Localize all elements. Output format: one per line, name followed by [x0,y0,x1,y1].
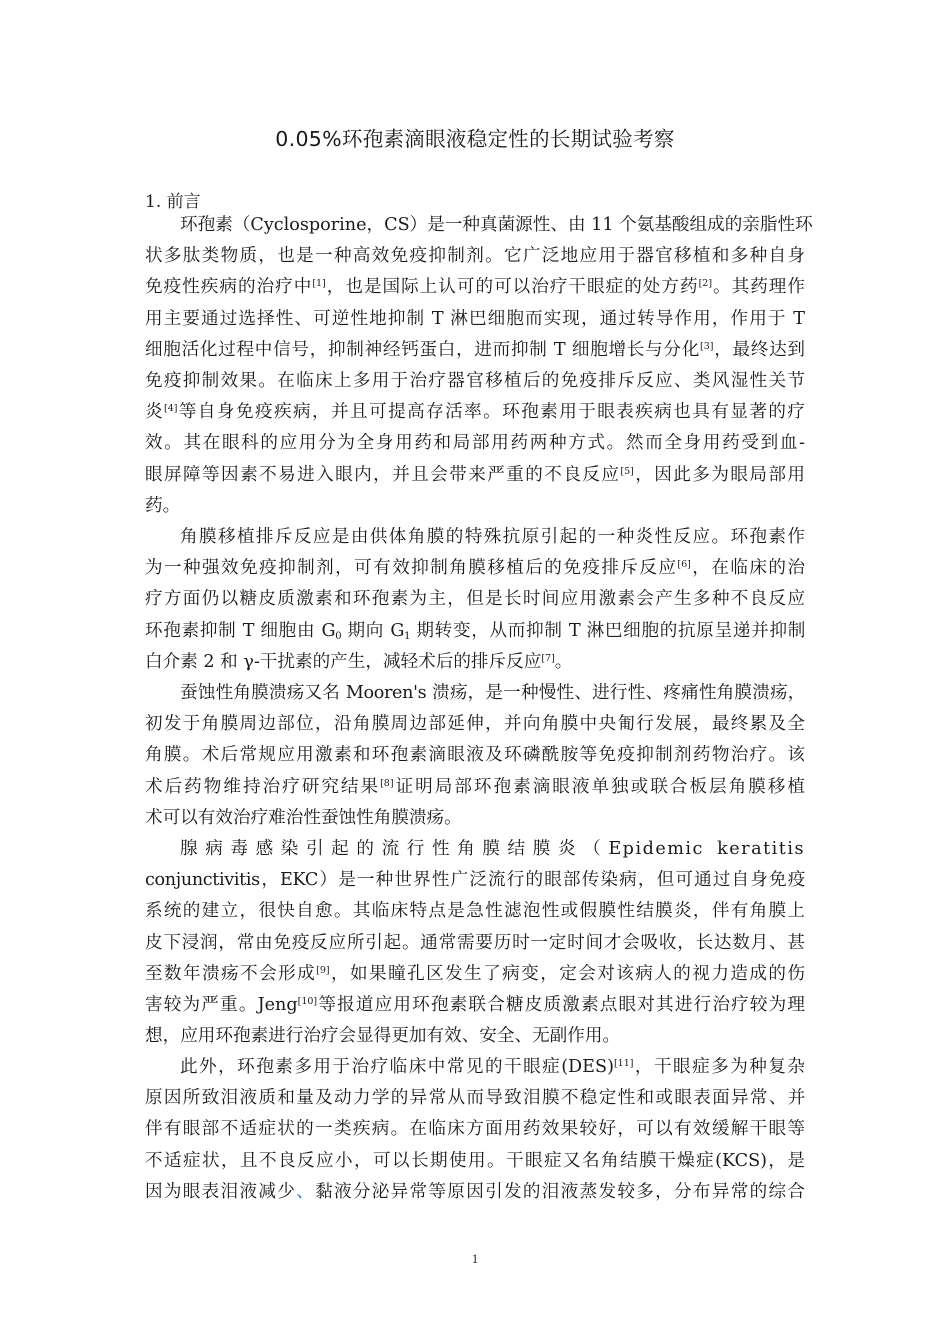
text-line [145,740,805,771]
text-line [145,990,805,1021]
text-run: 不适症状，且不良反应小，可以长期使用。干眼症又名角结膜干燥症(KCS)，是 [145,1150,805,1171]
text-line [145,834,805,865]
text-line [145,1146,805,1177]
text-line [145,304,805,335]
text-run: 至数年溃疡不会形成 [145,963,317,984]
text-line [145,366,805,397]
citation-ref: [8] [380,777,394,789]
text-line [145,959,805,990]
text-line [145,491,805,522]
paragraph-mooren-ulcer [145,678,805,834]
text-line [145,553,805,584]
text-run: 等自身免疫疾病，并且可提高存活率。环孢素用于眼表疾病也具有显著的疗 [177,402,805,423]
text-line [145,803,805,834]
text-line [145,584,805,615]
text-line [145,928,805,959]
text-line [145,709,805,740]
text-run: 初发于角膜周边部位，沿角膜周边部延伸，并向角膜中央匍行发展，最终累及全 [145,714,805,735]
citation-ref: [9] [316,964,330,976]
text-run: 免疫性疾病的治疗中 [145,277,313,298]
text-run: 药。 [145,495,181,516]
text-run: 系统的建立，很快自愈。其临床特点是急性滤泡性或假膜性结膜炎，伴有角膜上 [145,901,805,922]
text-run: 状多肽类物质，也是一种高效免疫抑制剂。它广泛地应用于器官移植和多种自身 [145,246,805,267]
text-run: 皮下浸润，常由免疫反应所引起。通常需要历时一定时间才会吸收，长达数月、甚 [145,932,805,953]
text-line [145,428,805,459]
citation-ref: [10] [297,995,318,1007]
paragraph-introduction [145,210,813,522]
section-heading: 1. 前言 [145,192,201,212]
text-run: ，也是国际上认可的可以治疗干眼症的处方药 [325,277,699,298]
text-run: 眼屏障等因素不易进入眼内，并且会带来严重的不良反应 [145,464,621,485]
citation-ref: [7] [541,652,555,664]
text-line [145,616,805,647]
paragraph-dry-eye [145,1052,805,1208]
text-line [145,272,805,303]
text-run: 原因所致泪液质和量及动力学的异常从而导致泪膜不稳定性和或眼表面异常、并 [145,1088,805,1109]
text-run: 。其药理作 [712,277,805,298]
text-run: ，干眼症多为种复杂 [633,1057,805,1077]
text-run: 、 [296,1181,316,1202]
page-number: 1 [471,1252,479,1266]
text-line [145,647,805,678]
text-run: 想，应用环孢素进行治疗会显得更加有效、安全、无副作用。 [145,1026,621,1047]
citation-ref: [11] [613,1058,634,1069]
text-run: 用主要通过选择性、可逆性地抑制 T 淋巴细胞而实现，通过转导作用，作用于 T [145,308,805,329]
citation-ref: [5] [620,465,634,477]
text-line [145,522,805,553]
text-run: 角膜移植排斥反应是由供体角膜的特殊抗原引起的一种炎性反应。环孢素作 [180,527,805,547]
text-run: 白介素 2 和 γ-干扰素的产生，减轻术后的排斥反应 [145,651,542,672]
text-run: 环孢素（Cyclosporine，CS）是一种真菌源性、由 11 个氨基酸组成的亲脂性环 [180,215,813,235]
text-run: 伴有眼部不适症状的一类疾病。在临床方面用药效果较好，可以有效缓解干眼等 [145,1119,805,1140]
text-line [145,1083,805,1114]
text-line [145,1114,805,1145]
text-run: 疗方面仍以糖皮质激素和环孢素为主，但是长时间应用激素会产生多种不良反应 [145,589,805,610]
text-run: 证明局部环孢素滴眼液单独或联合板层角膜移植 [393,776,805,797]
text-run: 效。其在眼科的应用分为全身用药和局部用药两种方式。然而全身用药受到血- [145,433,805,454]
text-line [145,1052,805,1083]
text-run: 此外，环孢素多用于治疗临床中常见的干眼症(DES) [180,1057,614,1077]
text-run: ，在临床的治 [690,558,805,579]
text-run: conjunctivitis，EKC）是一种世界性广泛流行的眼部传染病，但可通过自身免疫 [145,870,805,891]
citation-ref: [6] [677,559,691,571]
citation-ref: [4] [164,403,178,415]
text-run: 期转变，从而抑制 T 淋巴细胞的抗原呈递并抑制 [410,620,805,641]
text-line [145,896,805,927]
text-line [145,1021,805,1052]
text-line [145,241,805,272]
text-line [145,460,805,491]
text-run: 蚕蚀性角膜溃疡又名 Mooren's 溃疡，是一种慢性、进行性、疼痛性角膜溃疡， [180,683,805,703]
text-line [145,678,805,709]
citation-ref: [3] [700,340,714,352]
text-run: 术后药物维持治疗研究结果 [145,776,381,797]
text-run: ，最终达到 [713,339,805,360]
text-run: 细胞活化过程中信号，抑制神经钙蛋白，进而抑制 T 细胞增长与分化 [145,339,701,360]
text-line [145,772,805,803]
text-run: 期向 G [341,620,405,641]
subscript: 0 [335,630,342,642]
text-run: 。 [554,651,573,672]
text-run: ，因此多为眼局部用 [633,464,805,485]
text-run: 术可以有效治疗难治性蚕蚀性角膜溃疡。 [145,807,462,828]
text-run: ，如果瞳孔区发生了病变，定会对该病人的视力造成的伤 [329,963,805,984]
citation-ref: [2] [698,278,713,290]
text-run: 环孢素抑制 T 细胞由 G [145,620,336,641]
text-line [145,335,805,366]
text-run: 为一种强效免疫抑制剂，可有效抑制角膜移植后的免疫排斥反应 [145,558,678,579]
text-run: 角膜。术后常规应用激素和环孢素滴眼液及环磷酰胺等免疫抑制剂药物治疗。该 [145,745,805,766]
paragraph-ekc [145,834,805,1052]
text-line [145,1177,805,1208]
text-line [145,397,805,428]
text-run: 炎 [145,402,165,423]
text-run: 因为眼表泪液减少 [145,1181,297,1202]
document-title: 0.05%环孢素滴眼液稳定性的长期试验考察 [275,127,675,151]
text-run: 害较为严重。Jeng [145,994,298,1015]
paragraph-corneal-transplant [145,522,805,678]
text-run: 腺病毒感染引起的流行性角膜结膜炎（Epidemic keratitis [180,839,805,859]
text-run: 免疫抑制效果。在临床上多用于治疗器官移植后的免疫排斥反应、类风湿性关节 [145,370,805,391]
text-line [145,210,813,241]
text-run: 等报道应用环孢素联合糖皮质激素点眼对其进行治疗较为理 [317,994,805,1015]
text-line [145,865,805,896]
subscript: 1 [404,630,411,642]
citation-ref: [1] [312,278,326,290]
text-run: 黏液分泌异常等原因引发的泪液蒸发较多，分布异常的综合 [315,1181,805,1202]
